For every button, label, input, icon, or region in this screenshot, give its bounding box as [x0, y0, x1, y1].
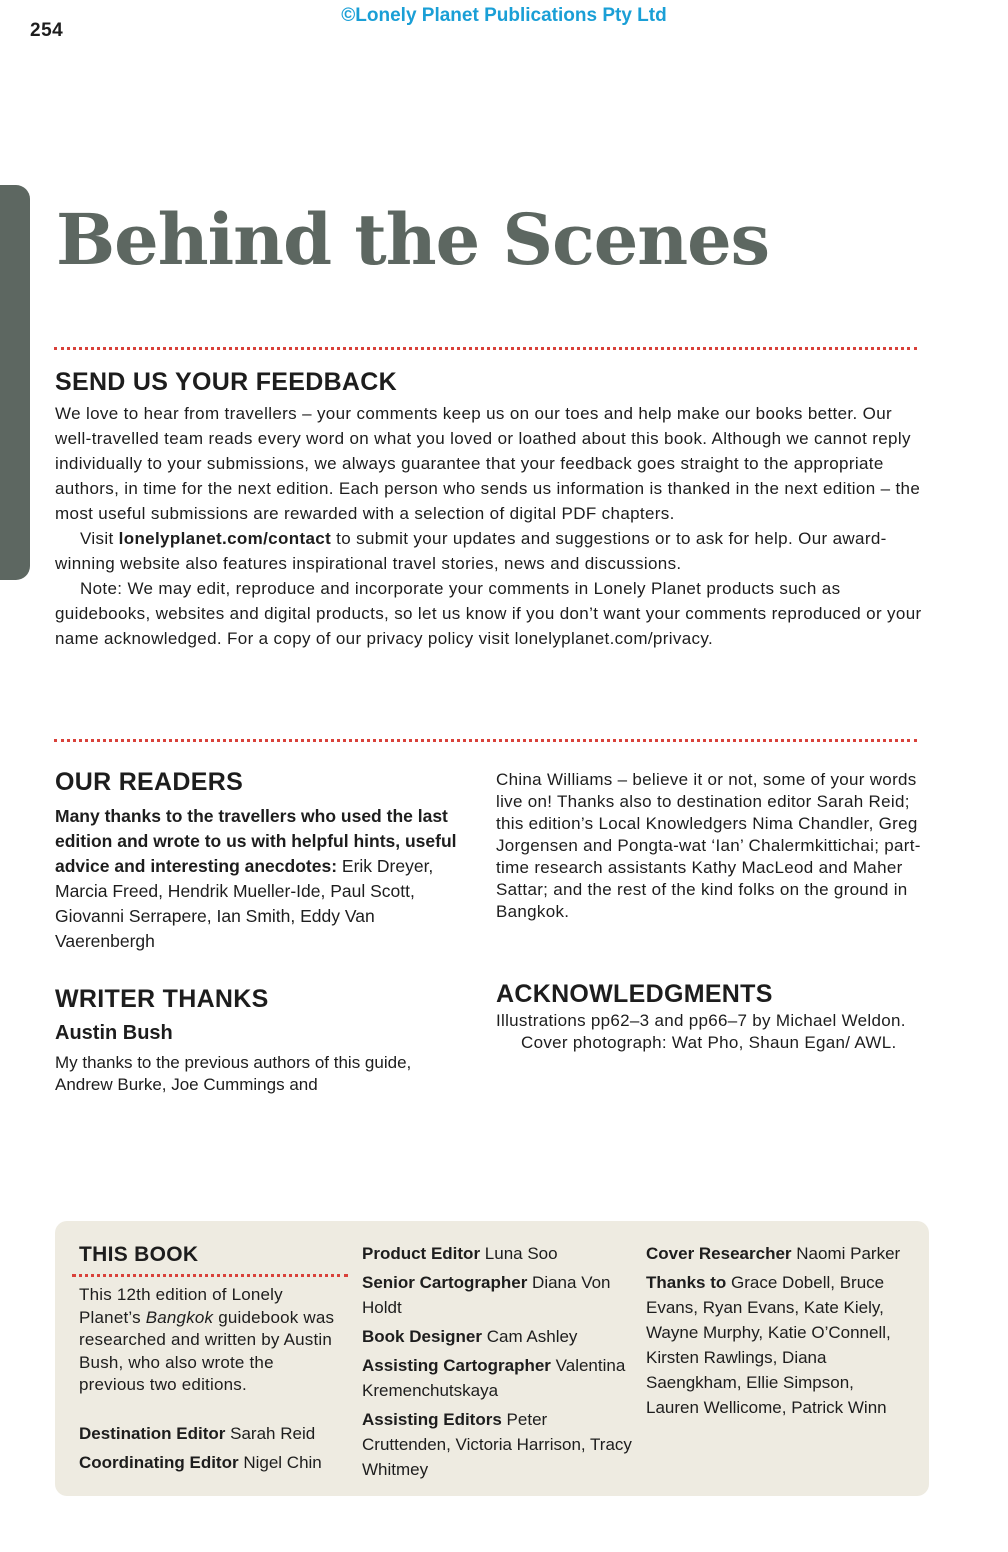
feedback-paragraph: Note: We may edit, reproduce and incorporate your comments in Lonely Planet products such as guidebooks, websites and digital products, so let us know if you don’t want your comments reproduced or your name acknowledged. For a copy of our privacy policy visit lonelyplanet.com/privacy. — [55, 579, 922, 648]
readers-intro: Many thanks to the travellers who used the last edition and wrote to us with helpful hints, useful advice and interesting anecdotes: — [55, 806, 457, 876]
credit-names: Cam Ashley — [486, 1327, 578, 1346]
page-number: 254 — [30, 20, 64, 41]
chapter-side-tab — [0, 185, 30, 580]
credit-item — [362, 1324, 632, 1349]
credit-names: Valentina Kremenchutskaya — [362, 1356, 626, 1400]
credit-item — [362, 1407, 632, 1482]
acknowledgments-body — [496, 1010, 916, 1054]
feedback-paragraph: We love to hear from travellers – your comments keep us on our toes and help make our books better. Our well-travelled team reads every word on what you loved or loathed about this book. Although we cannot reply individually to your submissions, we always guarantee that your feedback goes straight to the appropriate authors, in time for the next edition. Each person who sends us information is thanked in the next edition – the most useful submissions are rewarded with a selection of digital PDF chapters. — [55, 404, 921, 523]
credit-role: Destination Editor — [79, 1424, 226, 1443]
credit-role: Assisting Editors — [362, 1410, 502, 1429]
credit-role: Book Designer — [362, 1327, 482, 1346]
credit-names: Peter Cruttenden, Victoria Harrison, Tracy Whitmey — [362, 1410, 632, 1479]
credit-role: Assisting Cartographer — [362, 1356, 551, 1375]
this-book-intro — [79, 1284, 344, 1397]
feedback-visit-rest: to submit your updates and suggestions or to ask for help. Our award-winning website also features inspirational travel stories, news and discussions. — [55, 529, 887, 573]
credit-role: Thanks to — [646, 1273, 727, 1292]
book-title: Bangkok — [145, 1307, 214, 1327]
credit-item — [646, 1241, 911, 1266]
credit-names: Naomi Parker — [796, 1244, 901, 1263]
writer-thanks-text: My thanks to the previous authors of this guide, Andrew Burke, Joe Cummings and — [55, 1053, 412, 1094]
readers-body — [55, 804, 465, 954]
readers-names: Erik Dreyer, Marcia Freed, Hendrik Mueller-Ide, Paul Scott, Giovanni Serrapere, Ian Smith, Eddy Van Vaerenbergh — [55, 856, 434, 951]
credit-item — [362, 1270, 632, 1320]
readers-heading: OUR READERS — [55, 768, 244, 796]
page-title: Behind the Scenes — [56, 198, 770, 281]
dotted-divider — [54, 739, 917, 742]
credit-names: Grace Dobell, Bruce Evans, Ryan Evans, Kate Kiely, Wayne Murphy, Katie O’Connell, Kirsten Rawlings, Diana Saengkham, Ellie Simpson, Lauren Wellicome, Patrick Winn — [646, 1273, 891, 1417]
credit-item — [646, 1270, 911, 1420]
credit-role: Cover Researcher — [646, 1244, 792, 1263]
dotted-divider — [54, 347, 917, 350]
feedback-body — [55, 401, 925, 651]
intro-text: This 12th edition of Lonely Planet’s — [79, 1285, 283, 1327]
credits-column-2 — [362, 1241, 632, 1486]
feedback-paragraph — [55, 526, 925, 576]
credit-item — [79, 1421, 349, 1446]
writer-thanks-heading: WRITER THANKS — [55, 985, 269, 1013]
writer-name: Austin Bush — [55, 1022, 173, 1044]
acknowledgments-paragraph: Illustrations pp62–3 and pp66–7 by Michael Weldon. — [496, 1011, 906, 1030]
credit-role: Coordinating Editor — [79, 1453, 239, 1472]
intro-text: guidebook was researched and written by Austin Bush, who also wrote the previous two editions. — [79, 1307, 335, 1394]
acknowledgments-paragraph: Cover photograph: Wat Pho, Shaun Egan/ AWL. — [521, 1033, 897, 1052]
credits-column-1 — [79, 1421, 349, 1479]
feedback-heading: SEND US YOUR FEEDBACK — [55, 368, 397, 396]
copyright-notice: ©Lonely Planet Publications Pty Ltd — [341, 5, 667, 26]
credit-names: Nigel Chin — [243, 1453, 322, 1472]
feedback-visit-text: Visit — [80, 529, 119, 548]
credits-column-3 — [646, 1241, 911, 1424]
writer-thanks-continued: China Williams – believe it or not, some of your words live on! Thanks also to destination editor Sarah Reid; this edition’s Local Knowledgers Nima Chandler, Greg Jorgensen and Pongta-wat ‘Ian’ Chalermkittichai; part-time research assistants Kathy MacLeod and Maher Sattar; and the rest of the kind folks on the ground in Bangkok. — [496, 770, 921, 921]
acknowledgments-heading: ACKNOWLEDGMENTS — [496, 980, 773, 1008]
credit-item — [79, 1450, 349, 1475]
credit-names: Luna Soo — [484, 1244, 558, 1263]
credit-role: Senior Cartographer — [362, 1273, 528, 1292]
credit-item — [362, 1353, 632, 1403]
credit-names: Diana Von Holdt — [362, 1273, 611, 1317]
credit-item — [362, 1241, 632, 1266]
contact-link[interactable]: lonelyplanet.com/contact — [118, 529, 332, 548]
credit-names: Sarah Reid — [230, 1424, 316, 1443]
credit-role: Product Editor — [362, 1244, 481, 1263]
dotted-divider — [72, 1274, 348, 1277]
this-book-heading: THIS BOOK — [79, 1243, 199, 1266]
